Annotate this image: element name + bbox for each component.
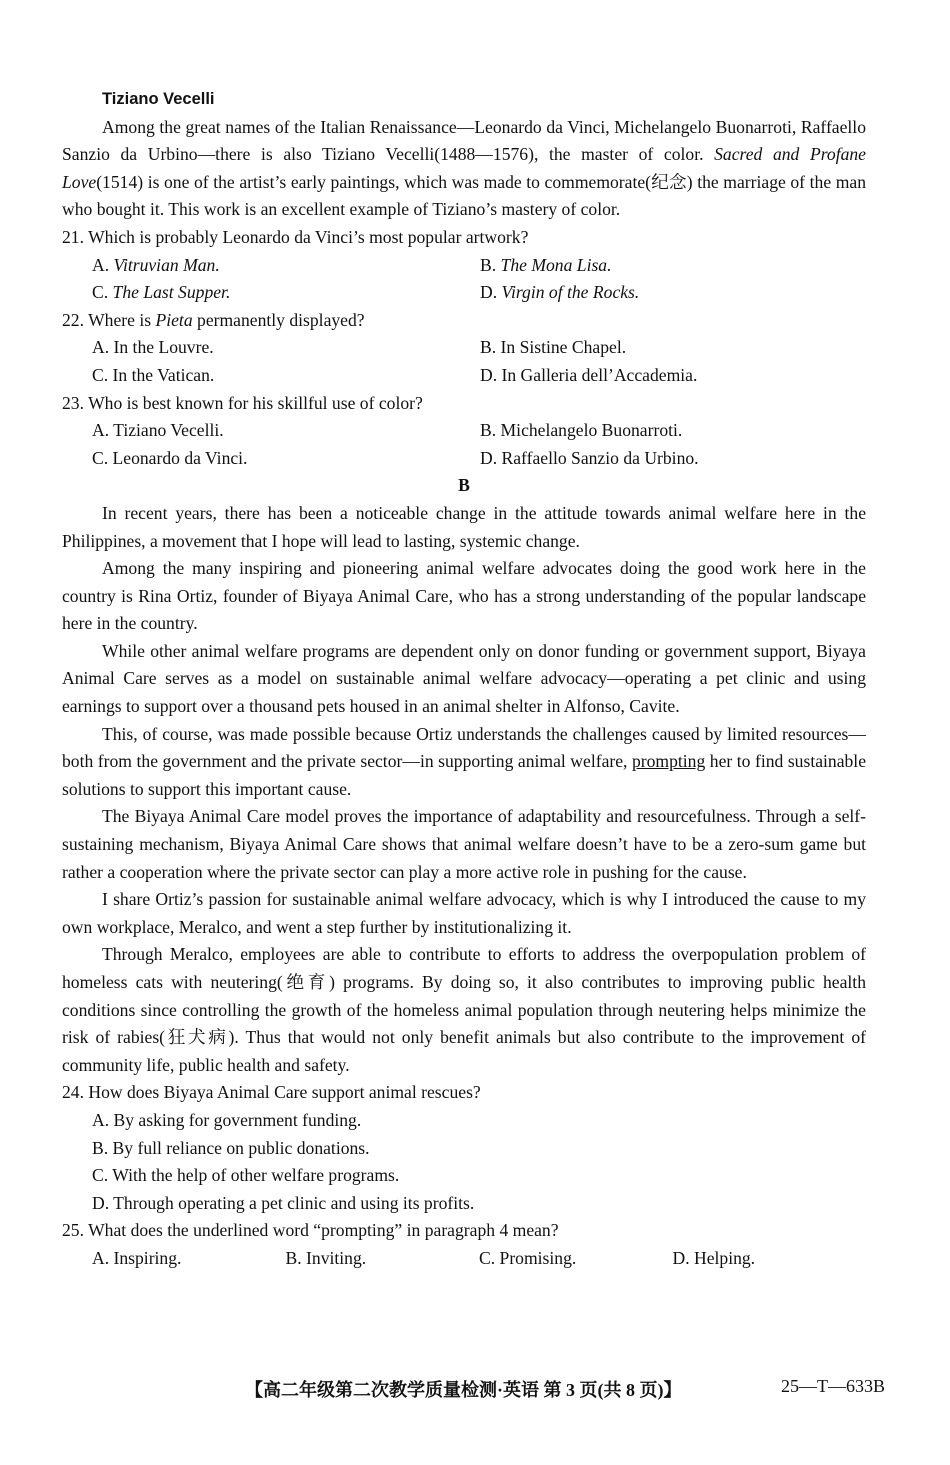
section-b-paragraph-4: This, of course, was made possible because Ortiz understands the challenges caused by limited resources—both from the government and the private sector—in supporting animal welfare, prompting her to find sustainable solutions to support this important cause. [62,723,866,799]
option-d[interactable]: D. Helping. [672,1247,756,1268]
section-a-paragraph: Among the great names of the Italian Renaissance—Leonardo da Vinci, Michelangelo Buonarroti, Raffaello Sanzio da Urbino—there is also Tiziano Vecelli(1488—1576), the master of color. Sacred and Profane Love(1514) is one of the artist’s early paintings, which was made to commemorate(纪念) the marriage of the man who bought it. This work is an excellent example of Tiziano’s mastery of color. [62,116,866,220]
option-a[interactable]: A. Vitruvian Man. [92,254,220,275]
question-stem: 24. How does Biyaya Animal Care support animal rescues? [62,1082,481,1103]
option-a[interactable]: A. Inspiring. [92,1247,182,1268]
section-b-paragraph-6: I share Ortiz’s passion for sustainable animal welfare advocacy, which is why I introduced the cause to my own workplace, Meralco, and went a step further by institutionalizing it. [62,889,866,937]
painting-title: Sacred and Profane Love [62,144,866,192]
option-d[interactable]: D. Through operating a pet clinic and using its profits. [92,1192,475,1213]
question-23 [62,390,866,473]
option-c[interactable]: C. In the Vatican. [92,364,215,385]
section-b-paragraph-5: The Biyaya Animal Care model proves the importance of adaptability and resourcefulness. Through a self-sustaining mechanism, Biyaya Animal Care shows that animal welfare doesn’t have to be a zero-sum game but rather a cooperation where the private sector can play a more active role in pushing for the cause. [62,806,866,882]
question-stem: 25. What does the underlined word “prompting” in paragraph 4 mean? [62,1220,559,1241]
option-d[interactable]: D. In Galleria dell’Accademia. [480,364,698,385]
section-b-paragraph-3: While other animal welfare programs are dependent only on donor funding or government support, Biyaya Animal Care serves as a model on sustainable animal welfare advocacy—operating a pet clinic and using earnings to support over a thousand pets housed in an animal shelter in Alfonso, Cavite. [62,640,866,717]
option-d[interactable]: D. Raffaello Sanzio da Urbino. [480,447,699,468]
section-b-label: B [458,475,470,496]
option-c[interactable]: C. Leonardo da Vinci. [92,447,248,468]
footer-code: 25—T—633B [780,1376,885,1396]
option-b[interactable]: B. Michelangelo Buonarroti. [480,420,683,441]
exam-page [62,86,866,1273]
footer-title: 【高二年级第二次教学质量检测·英语 第 3 页(共 8 页)】 [245,1380,682,1400]
option-a[interactable]: A. In the Louvre. [92,337,214,358]
question-22 [62,307,866,390]
question-21 [62,224,866,307]
section-b-paragraph-7: Through Meralco, employees are able to contribute to efforts to address the overpopulation problem of homeless cats with neutering(绝育) programs. By doing so, it also contributes to improving public health conditions since controlling the growth of the homeless animal population through neutering helps minimize the risk of rabies(狂犬病). Thus that would not only benefit animals but also contribute to the improvement of community life, public health and safety. [62,944,866,1075]
section-b-paragraph-1: In recent years, there has been a noticeable change in the attitude towards animal welfare here in the Philippines, a movement that I hope will lead to lasting, systemic change. [62,502,866,551]
option-a[interactable]: A. Tiziano Vecelli. [92,420,224,441]
section-a-heading: Tiziano Vecelli [102,90,215,108]
option-c[interactable]: C. With the help of other welfare programs. [92,1165,400,1186]
option-c[interactable]: C. The Last Supper. [92,282,231,303]
question-stem: 21. Which is probably Leonardo da Vinci’s most popular artwork? [62,226,529,247]
option-b[interactable]: B. Inviting. [285,1247,367,1268]
option-d[interactable]: D. Virgin of the Rocks. [480,282,640,303]
option-b[interactable]: B. By full reliance on public donations. [92,1137,370,1158]
question-stem: 22. Where is Pieta permanently displayed? [62,309,365,330]
question-24 [62,1079,866,1217]
section-b-paragraph-2: Among the many inspiring and pioneering animal welfare advocates doing the good work here in the country is Rina Ortiz, founder of Biyaya Animal Care, who has a strong understanding of the popular landscape here in the country. [62,558,866,634]
option-b[interactable]: B. In Sistine Chapel. [480,337,627,358]
option-c[interactable]: C. Promising. [479,1247,577,1268]
question-stem: 23. Who is best known for his skillful use of color? [62,392,423,413]
underlined-word: prompting [631,751,706,772]
option-b[interactable]: B. The Mona Lisa. [480,254,612,275]
option-a[interactable]: A. By asking for government funding. [92,1109,362,1130]
page-footer [245,1376,885,1402]
question-25 [62,1217,866,1272]
